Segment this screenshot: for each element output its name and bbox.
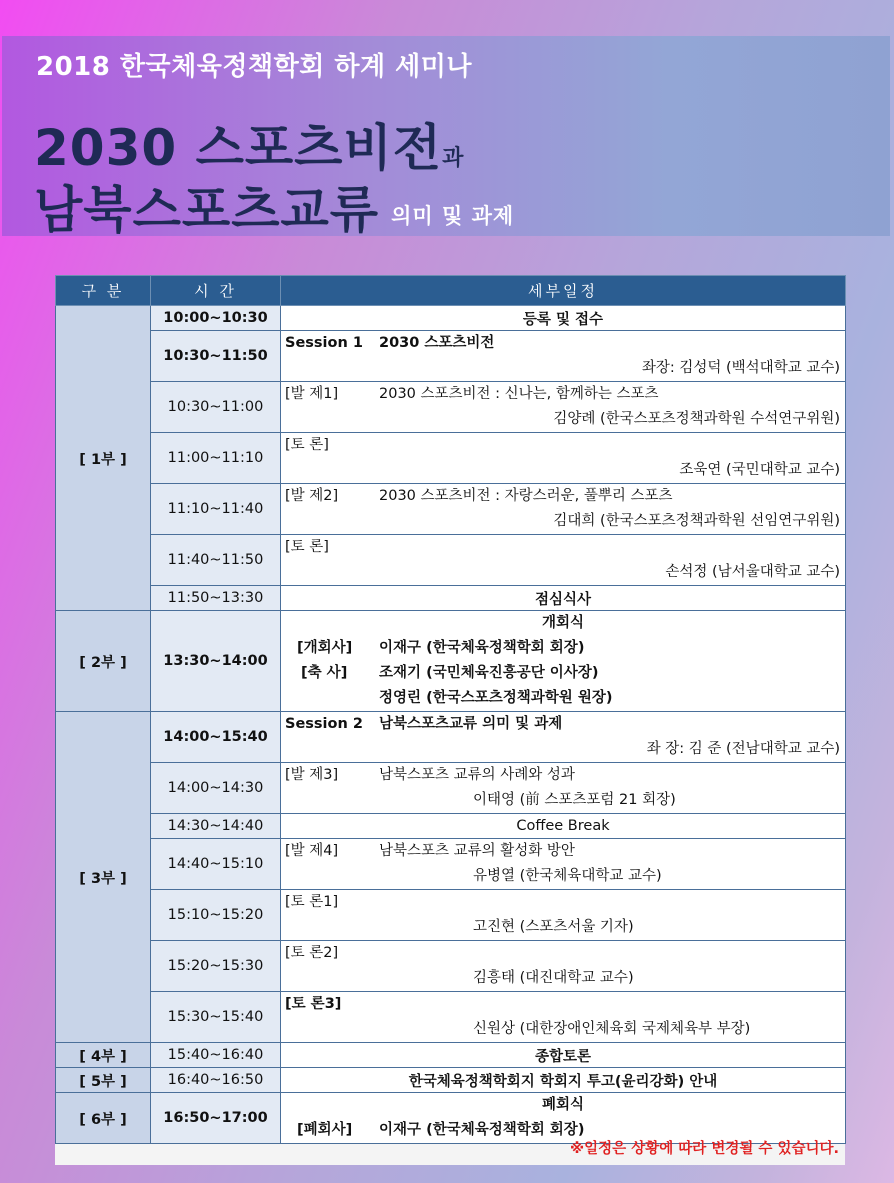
main-title-line1-suffix: 과 bbox=[442, 146, 465, 171]
table-row bbox=[56, 763, 846, 814]
part-label: [ 6부 ] bbox=[56, 1093, 151, 1144]
row-time: 10:30~11:00 bbox=[151, 382, 281, 433]
table-row bbox=[56, 839, 846, 890]
part-label: [ 1부 ] bbox=[56, 306, 151, 611]
session-chair: 좌장: 김성덕 (백석대학교 교수) bbox=[641, 360, 840, 376]
item-label: [발 제1] bbox=[285, 386, 339, 402]
main-title-line2: 남북스포츠교류 의미 및 과제 bbox=[34, 181, 515, 239]
table-header-row bbox=[56, 276, 846, 306]
closing-speaker: 이재구 (한국체육정책학회 회장) bbox=[379, 1122, 585, 1138]
item-label: [토 론] bbox=[285, 437, 329, 453]
table-row bbox=[56, 484, 846, 535]
discussion-detail bbox=[281, 890, 846, 941]
session-chair: 좌 장: 김 준 (전남대학교 교수) bbox=[646, 741, 840, 757]
row-time: 15:10~15:20 bbox=[151, 890, 281, 941]
item-speaker: 김대희 (한국스포츠정책과학원 선임연구위원) bbox=[553, 513, 840, 529]
row-time: 15:20~15:30 bbox=[151, 941, 281, 992]
row-text: Coffee Break bbox=[281, 814, 846, 839]
discussion-detail bbox=[281, 941, 846, 992]
header-part: 구 분 bbox=[56, 276, 151, 306]
main-title-line1: 2030 스포츠비전과 bbox=[34, 119, 465, 177]
item-speaker: 조욱연 (국민대학교 교수) bbox=[679, 462, 840, 478]
row-time: 10:30~11:50 bbox=[151, 331, 281, 382]
item-title: 남북스포츠 교류의 활성화 방안 bbox=[379, 843, 575, 859]
schedule-panel bbox=[55, 275, 845, 1165]
row-text: 한국체육정책학회지 학회지 투고(윤리강화) 안내 bbox=[281, 1068, 846, 1093]
row-time: 15:40~16:40 bbox=[151, 1043, 281, 1068]
presentation-detail bbox=[281, 839, 846, 890]
item-speaker: 유병열 (한국체육대학교 교수) bbox=[473, 868, 662, 884]
part-label: [ 2부 ] bbox=[56, 611, 151, 712]
item-label: [토 론1] bbox=[285, 894, 339, 910]
table-row bbox=[56, 586, 846, 611]
closing-detail bbox=[281, 1093, 846, 1144]
row-text: 등록 및 접수 bbox=[281, 306, 846, 331]
table-row bbox=[56, 382, 846, 433]
schedule-table bbox=[55, 275, 846, 1144]
item-speaker: 김양례 (한국스포츠정책과학원 수석연구위원) bbox=[553, 411, 840, 427]
item-speaker: 고진현 (스포츠서울 기자) bbox=[473, 919, 634, 935]
table-row bbox=[56, 890, 846, 941]
closing-heading: 폐회식 bbox=[541, 1097, 585, 1113]
table-row bbox=[56, 1093, 846, 1144]
session-detail bbox=[281, 331, 846, 382]
presentation-detail bbox=[281, 763, 846, 814]
table-row bbox=[56, 535, 846, 586]
table-row bbox=[56, 1068, 846, 1093]
session-title: 남북스포츠교류 의미 및 과제 bbox=[379, 716, 563, 732]
table-row bbox=[56, 814, 846, 839]
part-label: [ 3부 ] bbox=[56, 712, 151, 1043]
item-speaker: 김흥태 (대진대학교 교수) bbox=[473, 970, 634, 986]
item-speaker: 신원상 (대한장애인체육회 국제체육부 부장) bbox=[473, 1021, 751, 1037]
opening-heading: 개회식 bbox=[541, 615, 585, 631]
header-time: 시 간 bbox=[151, 276, 281, 306]
opening-label-2: [축 사] bbox=[301, 665, 348, 681]
row-time: 11:10~11:40 bbox=[151, 484, 281, 535]
opening-speaker-2: 조재기 (국민체육진흥공단 이사장) bbox=[379, 665, 599, 681]
presentation-detail bbox=[281, 484, 846, 535]
schedule-change-notice: ※일정은 상황에 따라 변경될 수 있습니다. bbox=[570, 1141, 839, 1157]
opening-speaker-3: 정영린 (한국스포츠정책과학원 원장) bbox=[379, 690, 613, 706]
item-label: [토 론2] bbox=[285, 945, 339, 961]
opening-label-1: [개회사] bbox=[297, 640, 353, 656]
item-label: [토 론] bbox=[285, 539, 329, 555]
table-row bbox=[56, 941, 846, 992]
table-row bbox=[56, 1043, 846, 1068]
item-title: 2030 스포츠비전 : 자랑스러운, 풀뿌리 스포츠 bbox=[379, 488, 673, 504]
row-time: 16:40~16:50 bbox=[151, 1068, 281, 1093]
session-label: Session 2 bbox=[285, 716, 363, 732]
row-text: 점심식사 bbox=[281, 586, 846, 611]
table-row bbox=[56, 331, 846, 382]
row-time: 14:30~14:40 bbox=[151, 814, 281, 839]
row-time: 14:40~15:10 bbox=[151, 839, 281, 890]
row-time: 10:00~10:30 bbox=[151, 306, 281, 331]
row-time: 14:00~14:30 bbox=[151, 763, 281, 814]
item-label: [발 제4] bbox=[285, 843, 339, 859]
table-row bbox=[56, 306, 846, 331]
opening-detail bbox=[281, 611, 846, 712]
part-label: [ 4부 ] bbox=[56, 1043, 151, 1068]
row-text: 종합토론 bbox=[281, 1043, 846, 1068]
seminar-title: 2018 한국체육정책학회 하계 세미나 bbox=[36, 52, 473, 82]
discussion-detail bbox=[281, 433, 846, 484]
part-label: [ 5부 ] bbox=[56, 1068, 151, 1093]
item-title: 2030 스포츠비전 : 신나는, 함께하는 스포츠 bbox=[379, 386, 659, 402]
item-label: [발 제3] bbox=[285, 767, 339, 783]
closing-label: [폐회사] bbox=[297, 1122, 353, 1138]
session-detail bbox=[281, 712, 846, 763]
row-time: 11:40~11:50 bbox=[151, 535, 281, 586]
opening-speaker-1: 이재구 (한국체육정책학회 회장) bbox=[379, 640, 585, 656]
main-title-line2-suffix: 의미 및 과제 bbox=[391, 204, 515, 228]
item-title: 남북스포츠 교류의 사례와 성과 bbox=[379, 767, 575, 783]
item-speaker: 이태영 (前 스포츠포럼 21 회장) bbox=[473, 792, 676, 808]
discussion-detail bbox=[281, 535, 846, 586]
session-title: 2030 스포츠비전 bbox=[379, 335, 495, 351]
row-time: 14:00~15:40 bbox=[151, 712, 281, 763]
row-time: 11:00~11:10 bbox=[151, 433, 281, 484]
item-label: [발 제2] bbox=[285, 488, 339, 504]
row-time: 11:50~13:30 bbox=[151, 586, 281, 611]
row-time: 16:50~17:00 bbox=[151, 1093, 281, 1144]
table-row bbox=[56, 712, 846, 763]
item-speaker: 손석정 (남서울대학교 교수) bbox=[665, 564, 840, 580]
presentation-detail bbox=[281, 382, 846, 433]
row-time: 13:30~14:00 bbox=[151, 611, 281, 712]
table-row bbox=[56, 433, 846, 484]
table-row bbox=[56, 611, 846, 712]
discussion-detail bbox=[281, 992, 846, 1043]
row-time: 15:30~15:40 bbox=[151, 992, 281, 1043]
session-label: Session 1 bbox=[285, 335, 363, 351]
table-row bbox=[56, 992, 846, 1043]
item-label: [토 론3] bbox=[285, 996, 342, 1012]
header-detail: 세부일정 bbox=[281, 276, 846, 306]
